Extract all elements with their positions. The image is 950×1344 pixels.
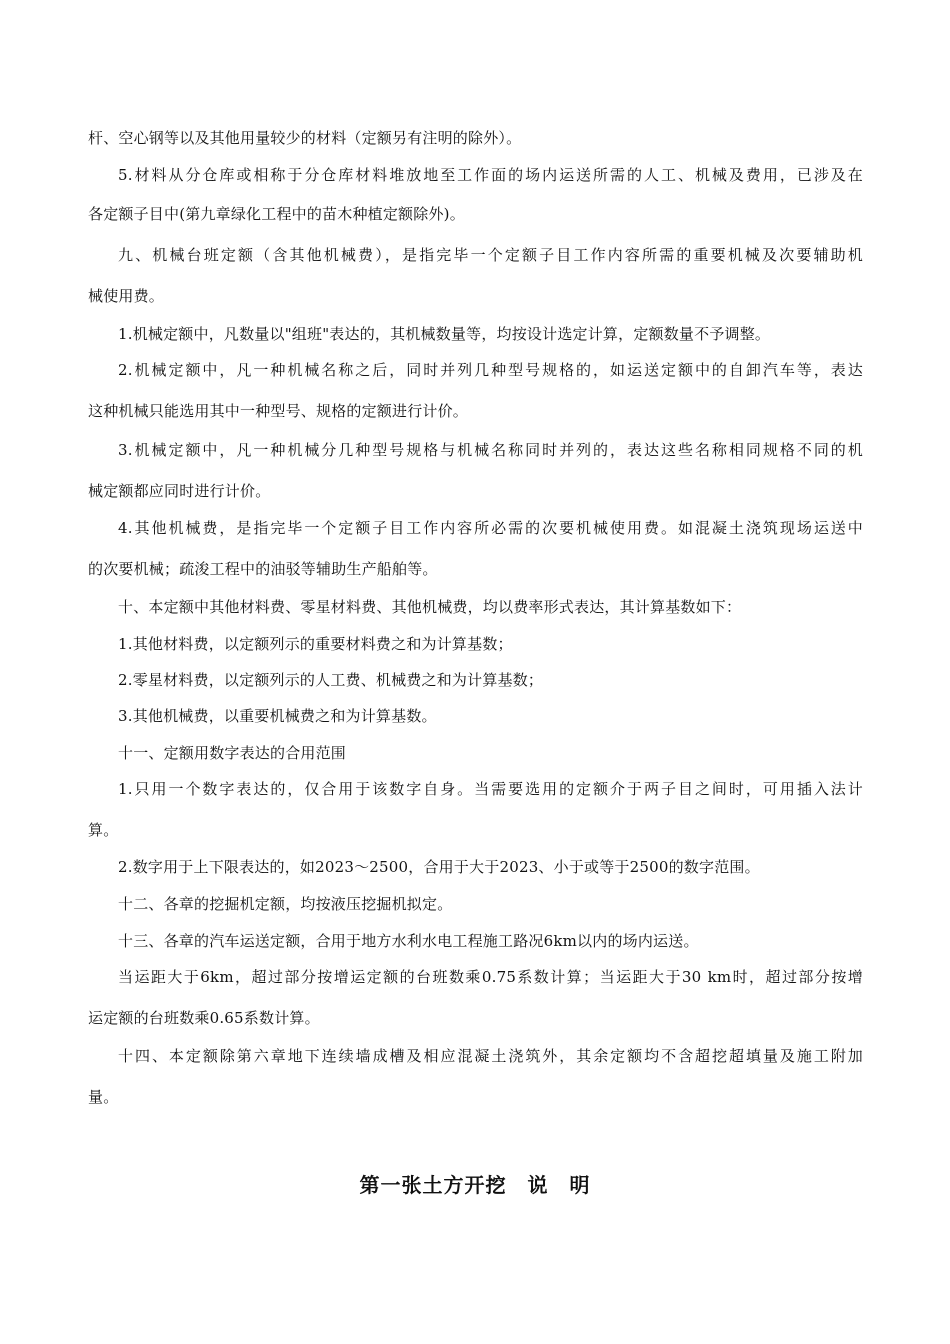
text-line-3: 各定额子目中(第九章绿化工程中的苗木种植定额除外)。 — [88, 205, 465, 223]
text-line-25: 十四、本定额除第六章地下连续墙成槽及相应混凝土浇筑外，其余定额均不含超挖超填量及施工附加 — [118, 1047, 863, 1065]
text-line-2: 5.材料从分仓库或相称于分仓库材料堆放地至工作面的场内运送所需的人工、机械及费用，已涉及在 — [118, 166, 863, 184]
text-line-7: 2.机械定额中，凡一种机械名称之后，同时并列几种型号规格的，如运送定额中的自卸汽车等，表达 — [118, 361, 863, 379]
text-line-1: 杆、空心钢等以及其他用量较少的材料（定额另有注明的除外）。 — [88, 129, 522, 147]
text-line-10: 械定额都应同时进行计价。 — [88, 482, 271, 500]
text-line-26: 量。 — [88, 1088, 119, 1106]
text-line-13: 十、本定额中其他材料费、零星材料费、其他机械费，均以费率形式表达，其计算基数如下： — [118, 598, 742, 616]
text-line-11: 4.其他机械费，是指完毕一个定额子目工作内容所必需的次要机械使用费。如混凝土浇筑现场运送中 — [118, 519, 863, 537]
text-line-24: 运定额的台班数乘0.65系数计算。 — [88, 1009, 320, 1027]
text-line-19: 算。 — [88, 821, 119, 839]
section-title: 第一张土方开挖 说 明 — [359, 1173, 591, 1197]
text-line-20: 2.数字用于上下限表达的，如2023～2500，合用于大于2023、小于或等于2500的数字范围。 — [118, 858, 760, 876]
text-line-21: 十二、各章的挖掘机定额，均按液压挖掘机拟定。 — [118, 895, 453, 913]
text-line-22: 十三、各章的汽车运送定额，合用于地方水利水电工程施工路况6km以内的场内运送。 — [118, 932, 699, 950]
text-line-15: 2.零星材料费，以定额列示的人工费、机械费之和为计算基数； — [118, 671, 544, 689]
text-line-6: 1.机械定额中，凡数量以"组班"表达的，其机械数量等，均按设计选定计算，定额数量不予调整。 — [118, 325, 771, 343]
text-line-17: 十一、定额用数字表达的合用范围 — [118, 744, 347, 762]
text-line-14: 1.其他材料费，以定额列示的重要材料费之和为计算基数； — [118, 635, 513, 653]
text-line-18: 1.只用一个数字表达的，仅合用于该数字自身。当需要选用的定额介于两子目之间时，可用插入法计 — [118, 780, 863, 798]
text-line-12: 的次要机械；疏浚工程中的油驳等辅助生产船舶等。 — [88, 560, 438, 578]
text-line-4: 九、机械台班定额（含其他机械费），是指完毕一个定额子目工作内容所需的重要机械及次要辅助机 — [118, 246, 863, 264]
text-line-23: 当运距大于6km，超过部分按增运定额的台班数乘0.75系数计算；当运距大于30 km时，超过部分按增 — [118, 968, 863, 986]
text-line-8: 这种机械只能选用其中一种型号、规格的定额进行计价。 — [88, 402, 469, 420]
text-line-9: 3.机械定额中，凡一种机械分几种型号规格与机械名称同时并列的，表达这些名称相同规格不同的机 — [118, 441, 863, 459]
text-line-5: 械使用费。 — [88, 287, 165, 305]
text-line-16: 3.其他机械费，以重要机械费之和为计算基数。 — [118, 707, 437, 725]
